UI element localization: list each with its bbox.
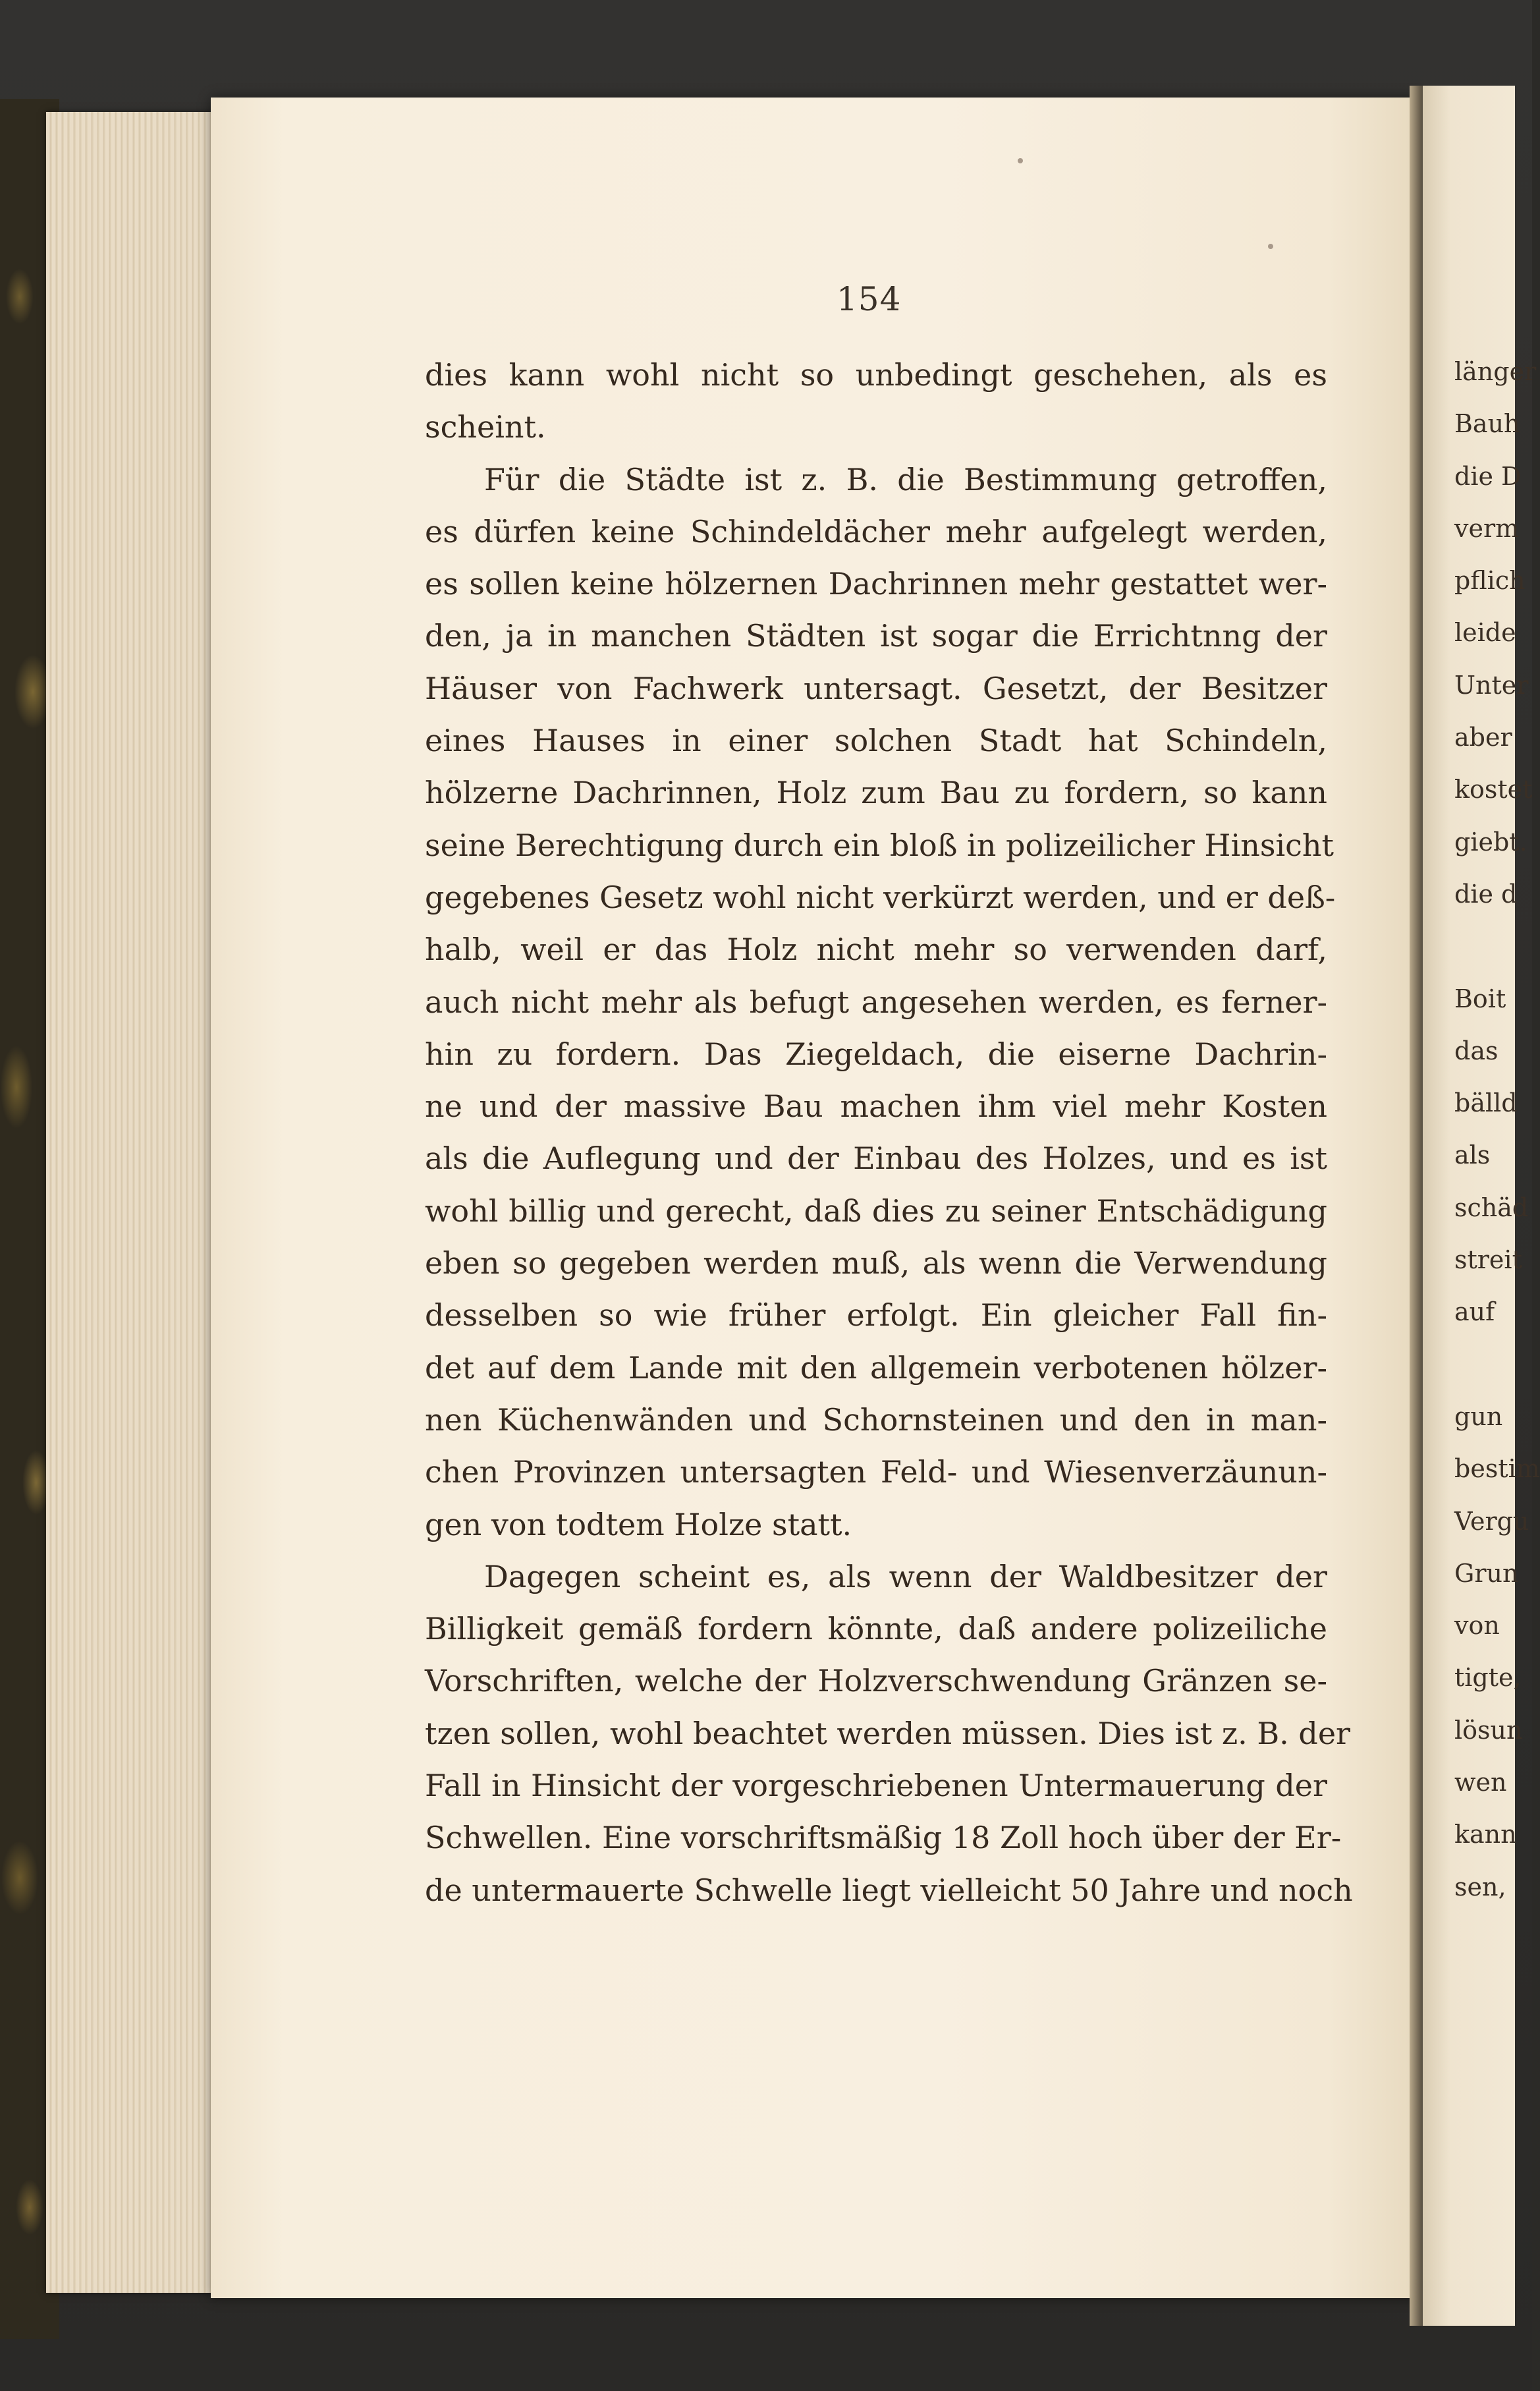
facing-page-fragment: Unter [1454,670,1529,700]
facing-page-fragment [1454,920,1520,972]
facing-page-fragment: tigte, [1454,1663,1522,1693]
text-line: eben so gegeben werden muß, als wenn die Verwendung [425,1245,1327,1281]
facing-page-fragment: bälld [1454,1088,1518,1118]
text-line: den, ja in manchen Städten ist sogar die Errichtnng der [425,618,1327,654]
text-line: chen Provinzen untersagten Feld- und Wiesenverzäunun- [425,1454,1327,1490]
facing-page-fragment: bestim [1454,1454,1540,1484]
text-line: gen von todtem Holze statt. [425,1506,852,1542]
text-line: Für die Städte ist z. B. die Bestimmung getroffen, [484,461,1327,497]
facing-page-fragment: streit [1454,1245,1522,1275]
text-line: desselben so wie früher erfolgt. Ein gleicher Fall fin- [425,1297,1327,1334]
facing-page-fragment: aber [1454,723,1512,752]
text-line: seine Berechtigung durch ein bloß in polizeilicher Hinsicht [425,827,1334,863]
paper-speck [1268,244,1273,249]
text-line: halb, weil er das Holz nicht mehr so verwenden darf, [425,932,1327,968]
text-line: hin zu fordern. Das Ziegeldach, die eiserne Dachrin- [425,1036,1327,1072]
text-line: eines Hauses in einer solchen Stadt hat Schindeln, [425,723,1327,759]
text-line: hölzerne Dachrinnen, Holz zum Bau zu fordern, so kann [425,775,1327,811]
facing-page-fragment: kostet [1454,775,1533,804]
facing-page-fragment: Boit [1454,984,1506,1013]
text-line: es sollen keine hölzernen Dachrinnen mehr gestattet wer- [425,566,1327,602]
facing-page-fragment: schäd [1454,1193,1529,1222]
facing-page-fragment [1454,1339,1520,1391]
text-line: es dürfen keine Schindeldächer mehr aufgelegt werden, [425,513,1327,549]
text-line: nen Küchenwänden und Schornsteinen und den in man- [425,1401,1327,1438]
facing-page-fragment: Grun [1454,1558,1519,1588]
facing-page-fragment: länger [1454,357,1537,386]
text-line: wohl billig und gerecht, daß dies zu seiner Entschädigung [425,1193,1327,1229]
page-number: 154 [837,280,902,318]
facing-page-fragment: auf [1454,1297,1495,1327]
body-text [425,349,1353,1917]
text-line: Billigkeit gemäß fordern könnte, daß andere polizeiliche [425,1611,1327,1647]
facing-page-fragment: leide [1454,618,1516,648]
facing-page-fragment: von [1454,1611,1500,1641]
facing-page-fragment: sen, [1454,1872,1506,1901]
text-line: de untermauerte Schwelle liegt vielleicht 50 Jahre und noch [425,1872,1353,1908]
page-edges [46,112,217,2293]
text-line: gegebenes Gesetz wohl nicht verkürzt werden, und er deß- [425,879,1336,915]
facing-page-fragment: die D [1454,461,1522,491]
text-line: auch nicht mehr als befugt angesehen werden, es ferner- [425,984,1327,1020]
facing-page-text [1454,346,1540,1913]
facing-page-fragment: kann [1454,1820,1517,1849]
facing-page-fragment: wen [1454,1768,1507,1797]
text-line: Fall in Hinsicht der vorgeschriebenen Untermauerung der [425,1768,1327,1804]
text-line: dies kann wohl nicht so unbedingt geschehen, als es [425,357,1327,393]
facing-page-fragment: gun [1454,1401,1503,1431]
text-line: Vorschriften, welche der Holzverschwendung Gränzen se- [425,1663,1327,1699]
text-line: als die Auflegung und der Einbau des Holzes, und es ist [425,1140,1327,1177]
facing-page-fragment: die d [1454,879,1518,909]
facing-page-fragment: pflich [1454,566,1526,596]
facing-page-fragment: lösun [1454,1715,1523,1745]
text-line: Dagegen scheint es, als wenn der Waldbesitzer der [484,1558,1327,1594]
text-line: Schwellen. Eine vorschriftsmäßig 18 Zoll hoch über der Er- [425,1820,1342,1856]
facing-page-fragment: das [1454,1036,1499,1065]
facing-page-fragment: giebt. [1454,827,1527,857]
text-line: scheint. [425,409,546,445]
text-line: ne und der massive Bau machen ihm viel mehr Kosten [425,1088,1327,1125]
facing-page-fragment: Bauh [1454,409,1520,439]
facing-page-fragment: verm [1454,513,1520,543]
text-line: Häuser von Fachwerk untersagt. Gesetzt, der Besitzer [425,670,1327,706]
paper-speck [1018,158,1023,163]
text-line: tzen sollen, wohl beachtet werden müssen. Dies ist z. B. der [425,1715,1351,1751]
facing-page-fragment: als [1454,1140,1491,1170]
text-line: det auf dem Lande mit den allgemein verbotenen hölzer- [425,1349,1327,1386]
facing-page-fragment: Vergu [1454,1506,1529,1536]
